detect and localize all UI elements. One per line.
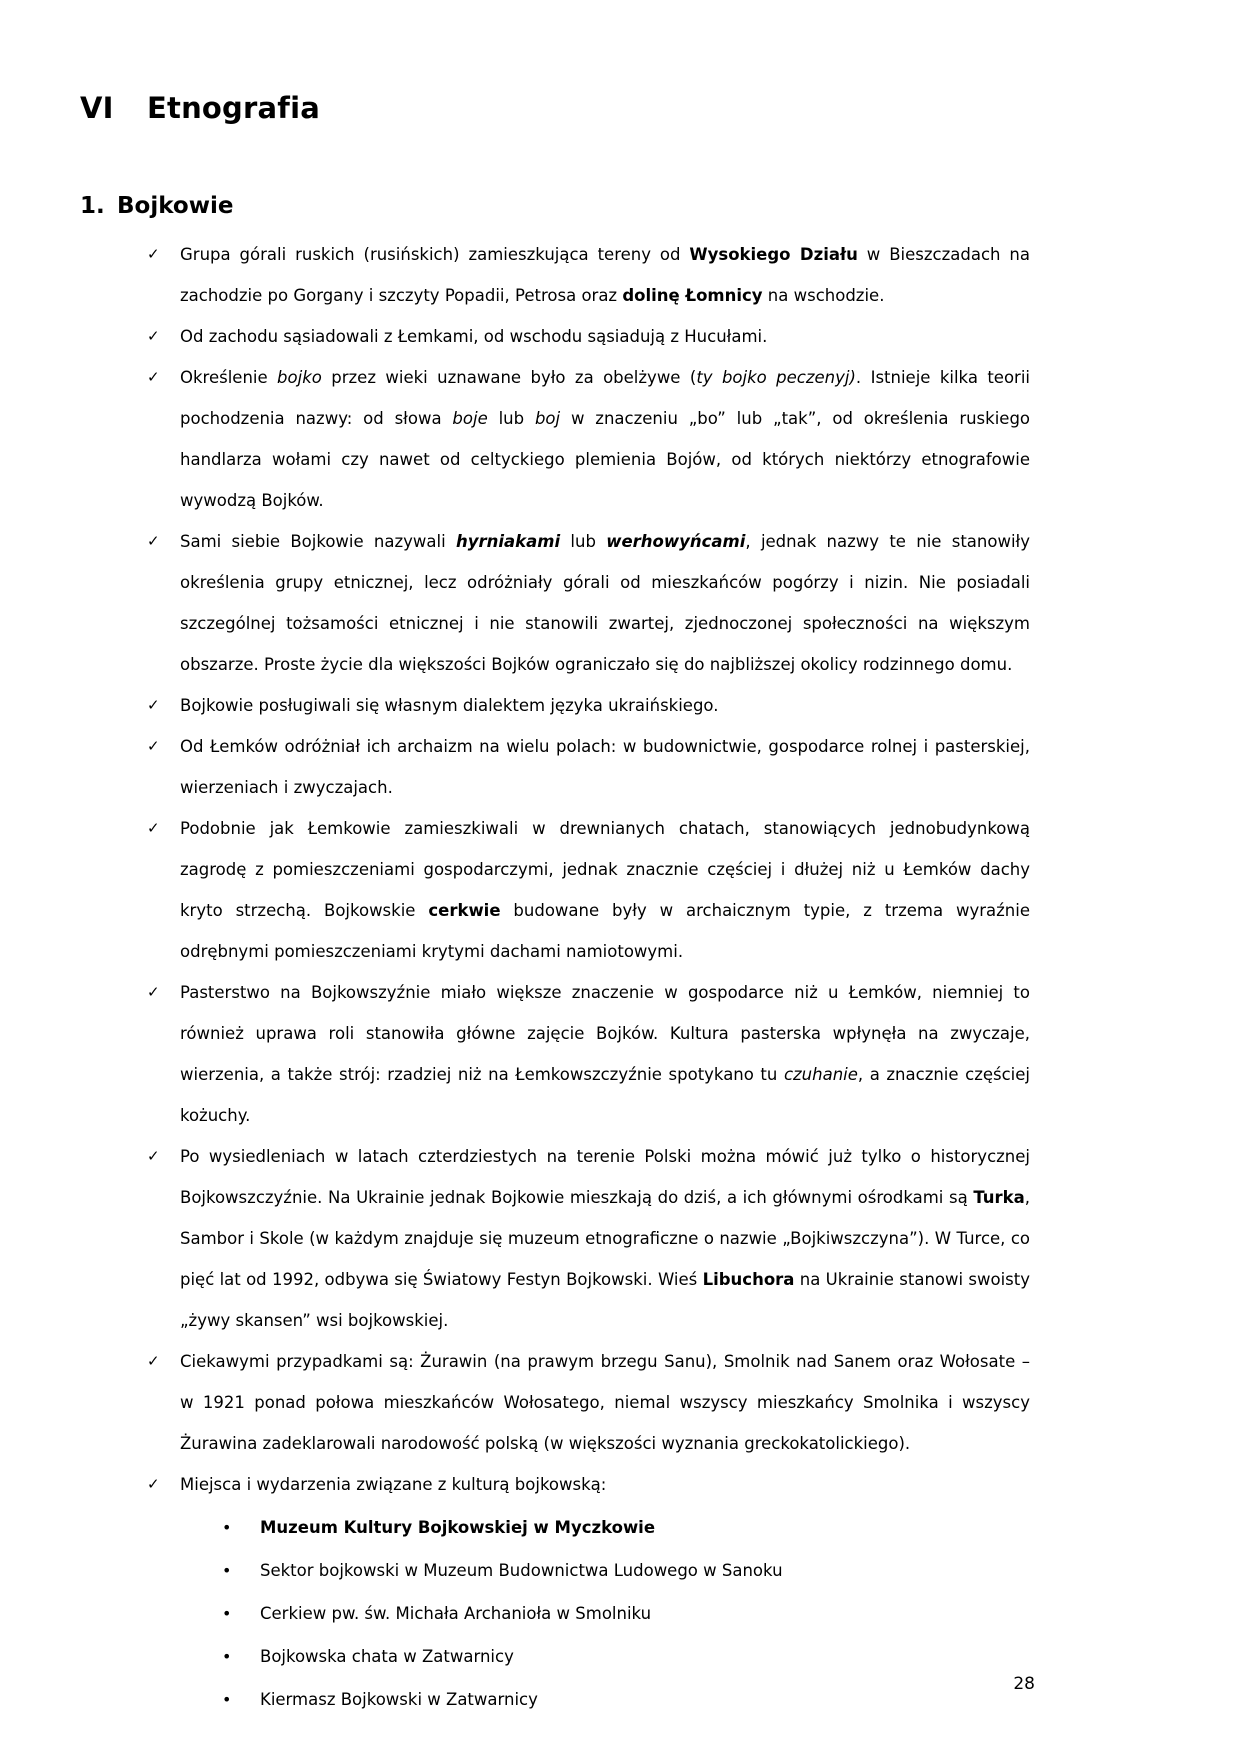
- list-item-text: [180, 1136, 1030, 1341]
- text-segment: Od zachodu sąsiadowali z Łemkami, od wschodu sąsiadują z Hucułami.: [180, 327, 768, 346]
- text-segment: Miejsca i wydarzenia związane z kulturą bojkowską:: [180, 1475, 607, 1494]
- text-segment: werhowyńcami: [606, 532, 746, 551]
- text-segment: boje: [452, 409, 488, 428]
- sub-list-item: [222, 1550, 1030, 1591]
- text-segment: , Sambor i Skole (w każdym znajduje się muzeum etnograficzne o nazwie „Bojkiwszczyna”). W Turce, co pięć lat od 1992, odbywa się Światowy Festyn Bojkowski. Wieś: [180, 1188, 1030, 1289]
- bullet-dot-icon: •: [222, 1561, 232, 1580]
- list-item-text: [180, 1341, 1030, 1464]
- chapter-number: VI: [80, 91, 114, 125]
- sub-list-item-text: [260, 1690, 538, 1709]
- list-item: [147, 521, 1030, 685]
- chapter-title: Etnografia: [147, 91, 320, 125]
- sub-list-item-text: [260, 1604, 651, 1623]
- text-segment: Po wysiedleniach w latach czterdziestych na terenie Polski można mówić już tylko o historycznej Bojkowszczyźnie. Na Ukrainie jednak Bojkowie mieszkają do dziś, a ich głównymi ośrodkami są: [180, 1147, 1030, 1207]
- text-segment: na wschodzie.: [762, 286, 885, 305]
- text-segment: czuhanie: [783, 1065, 858, 1084]
- checkmark-icon: ✓: [147, 1352, 160, 1370]
- text-segment: Bojkowie posługiwali się własnym dialektem języka ukraińskiego.: [180, 696, 719, 715]
- checkmark-icon: ✓: [147, 1147, 160, 1165]
- text-segment: budowane były w archaicznym typie, z trzema wyraźnie odrębnymi pomieszczeniami krytymi dachami namiotowymi.: [180, 901, 1030, 961]
- text-segment: dolinę Łomnicy: [622, 286, 763, 305]
- text-segment: Wysokiego Działu: [689, 245, 858, 264]
- list-item: [147, 316, 1030, 357]
- text-segment: Libuchora: [702, 1270, 795, 1289]
- text-segment: Kiermasz Bojkowski w Zatwarnicy: [260, 1690, 538, 1709]
- section-heading: [0, 126, 1241, 221]
- text-segment: Od Łemków odróżniał ich archaizm na wielu polach: w budownictwie, gospodarce rolnej i pasterskiej, wierzeniach i zwyczajach.: [180, 737, 1030, 797]
- list-item: [147, 357, 1030, 521]
- text-segment: Muzeum Kultury Bojkowskiej w Myczkowie: [260, 1518, 656, 1537]
- list-item: [147, 808, 1030, 972]
- list-item: [147, 1341, 1030, 1464]
- text-segment: Pasterstwo na Bojkowszyźnie miało większe znaczenie w gospodarce niż u Łemków, niemniej to również uprawa roli stanowiła główne zajęcie Bojków. Kultura pasterska wpłynęła na zwyczaje, wierzenia, a także strój: rzadziej niż na Łemkowszczyźnie spotykano tu: [180, 983, 1030, 1084]
- text-segment: lub: [487, 409, 535, 428]
- text-segment: bojko: [277, 368, 322, 387]
- text-segment: Grupa górali ruskich (rusińskich) zamieszkująca tereny od: [180, 245, 690, 264]
- list-item-text: [180, 234, 1030, 316]
- bullet-dot-icon: •: [222, 1604, 232, 1623]
- text-segment: Turka: [973, 1188, 1025, 1207]
- checkmark-icon: ✓: [147, 327, 160, 345]
- list-item-text: [180, 808, 1030, 972]
- text-segment: w Bieszczadach na zachodzie po Gorgany i szczyty Popadii, Petrosa oraz: [180, 245, 1030, 305]
- checkmark-icon: ✓: [147, 1475, 160, 1493]
- checkmark-icon: ✓: [147, 368, 160, 386]
- sub-list-item: [222, 1636, 1030, 1677]
- checkmark-icon: ✓: [147, 737, 160, 755]
- text-segment: w znaczeniu „bo” lub „tak”, od określenia ruskiego handlarza wołami czy nawet od celtyckiego plemienia Bojów, od których niektórzy etnografowie wywodzą Bojków.: [180, 409, 1031, 510]
- list-item: [147, 726, 1030, 808]
- text-segment: lub: [560, 532, 607, 551]
- list-item: [147, 1464, 1030, 1720]
- section-number: 1.: [80, 193, 105, 220]
- checkmark-icon: ✓: [147, 983, 160, 1001]
- chapter-heading: [0, 0, 1241, 126]
- list-item-text: [180, 726, 1030, 808]
- bullet-list: [147, 234, 1030, 1720]
- checkmark-icon: ✓: [147, 696, 160, 714]
- list-item-text: [180, 521, 1030, 685]
- text-segment: przez wieki uznawane było za obelżywe (: [321, 368, 697, 387]
- bullet-dot-icon: •: [222, 1518, 232, 1537]
- bullet-dot-icon: •: [222, 1690, 232, 1709]
- page-number: 28: [1013, 1674, 1035, 1694]
- text-segment: Sami siebie Bojkowie nazywali: [180, 532, 456, 551]
- text-segment: Bojkowska chata w Zatwarnicy: [260, 1647, 514, 1666]
- text-segment: Ciekawymi przypadkami są: Żurawin (na prawym brzegu Sanu), Smolnik nad Sanem oraz Wołosate – w 1921 ponad połowa mieszkańców Wołosatego, niemal wszyscy mieszkańcy Smolnika i wszyscy Żurawina zadeklarowali narodowość polską (w większości wyznania greckokatolickiego).: [180, 1352, 1030, 1453]
- sub-list-item-text: [260, 1561, 783, 1580]
- bullet-dot-icon: •: [222, 1647, 232, 1666]
- sub-bullet-list: [222, 1507, 1030, 1720]
- sub-list-item: [222, 1507, 1030, 1548]
- list-item: [147, 685, 1030, 726]
- list-item: [147, 972, 1030, 1136]
- text-segment: hyrniakami: [456, 532, 561, 551]
- text-segment: Cerkiew pw. św. Michała Archanioła w Smolniku: [260, 1604, 652, 1623]
- text-segment: , a znacznie częściej kożuchy.: [180, 1065, 1030, 1125]
- list-item-text: [180, 1464, 1030, 1720]
- text-segment: na Ukrainie stanowi swoisty „żywy skansen” wsi bojkowskiej.: [180, 1270, 1031, 1330]
- section-title: Bojkowie: [117, 193, 234, 220]
- checkmark-icon: ✓: [147, 245, 160, 263]
- text-segment: Podobnie jak Łemkowie zamieszkiwali w drewnianych chatach, stanowiących jednobudynkową zagrodę z pomieszczeniami gospodarczymi, jednak znacznie częściej i dłużej niż u Łemków dachy kryto strzechą. Bojkowskie: [180, 819, 1030, 920]
- text-segment: cerkwie: [428, 901, 501, 920]
- list-item-text: [180, 972, 1030, 1136]
- text-segment: , jednak nazwy te nie stanowiły określenia grupy etnicznej, lecz odróżniały górali od mieszkańców pogórzy i nizin. Nie posiadali szczególnej tożsamości etnicznej i nie stanowili zwartej, zjednoczonej społeczności na większym obszarze. Proste życie dla większości Bojków ograniczało się do najbliższej okolicy rodzinnego domu.: [180, 532, 1030, 674]
- text-segment: . Istnieje kilka teorii pochodzenia nazwy: od słowa: [180, 368, 1031, 428]
- sub-list-item-text: [260, 1647, 514, 1666]
- checkmark-icon: ✓: [147, 532, 160, 550]
- text-segment: boj: [534, 409, 561, 428]
- checkmark-icon: ✓: [147, 819, 160, 837]
- list-item: [147, 234, 1030, 316]
- text-segment: ty bojko peczenyj): [696, 368, 856, 387]
- sub-list-item: [222, 1593, 1030, 1634]
- list-item-text: [180, 357, 1030, 521]
- sub-list-item-text: [260, 1518, 655, 1537]
- list-item-text: [180, 685, 1030, 726]
- sub-list-item: [222, 1679, 1030, 1720]
- list-item-text: [180, 316, 1030, 357]
- text-segment: Określenie: [180, 368, 278, 387]
- list-item: [147, 1136, 1030, 1341]
- text-segment: Sektor bojkowski w Muzeum Budownictwa Ludowego w Sanoku: [260, 1561, 783, 1580]
